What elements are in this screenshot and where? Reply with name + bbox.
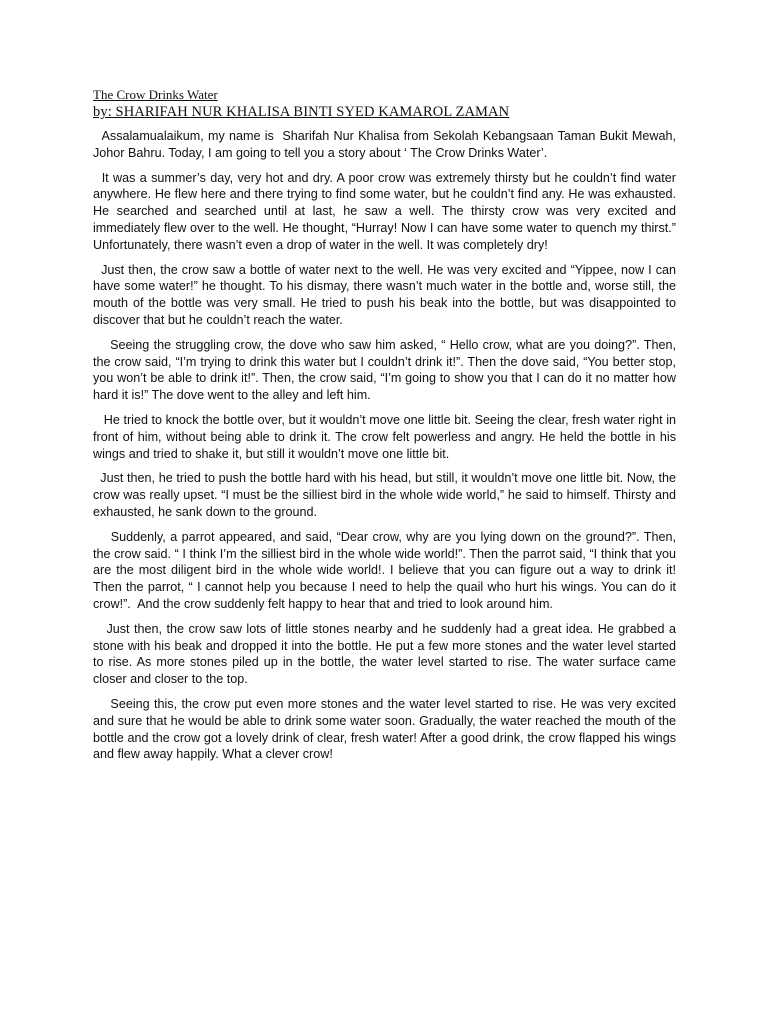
paragraph-2: It was a summer’s day, very hot and dry. A poor crow was extremely thirsty but he couldn’t find water anywhere. He flew here and there trying to find some water, but he couldn’t find any. He was exhausted. He searched and searched until at last, he saw a well. The thirsty crow was very excited and immediately flew over to the well. He thought, “Hurray! Now I can have some water to quench my thirst.” Unfortunately, there wasn’t even a drop of water in the well. It was completely dry! — [93, 170, 680, 252]
paragraph-6: Just then, he tried to push the bottle hard with his head, but still, it wouldn’t move one little bit. Now, the crow was really upset. “I must be the silliest bird in the whole wide world,” he said to himself. Thirsty and exhausted, he sank down to the ground. — [93, 471, 680, 519]
paragraph-3: Just then, the crow saw a bottle of water next to the well. He was very excited and “Yippee, now I can have some water!” he thought. To his dismay, there wasn’t much water in the bottle and, worse still, the mouth of the bottle was very small. He tried to push his beak into the bottle, but was disappointed to discover that but he couldn’t reach the water. — [93, 262, 680, 327]
author-byline: by: SHARIFAH NUR KHALISA BINTI SYED KAMAROL ZAMAN — [93, 104, 510, 120]
document-page — [93, 86, 680, 771]
paragraph-8: Just then, the crow saw lots of little stones nearby and he suddenly had a great idea. He grabbed a stone with his beak and dropped it into the bottle. He put a few more stones and the water level started to rise. As more stones piled up in the bottle, the water level started to rise. The water surface came closer and closer to the top. — [93, 621, 680, 687]
paragraph-7: Suddenly, a parrot appeared, and said, “Dear crow, why are you lying down on the ground?”. Then, the crow said. “ I think I’m the silliest bird in the whole wide world!”. Then the parrot said, “I think that you are the most diligent bird in the whole wide world!. I believe that you can figure out a way to drink it! Then the parrot, “ I cannot help you because I need to help the quail who hurt his wings. You can do it crow!”. And the crow suddenly felt happy to hear that and tried to look around him. — [93, 529, 680, 611]
paragraph-4: Seeing the struggling crow, the dove who saw him asked, “ Hello crow, what are you doing?”. Then, the crow said, “I’m trying to drink this water but I couldn’t drink it!”. Then the dove said, “You better stop, you won’t be able to drink it!”. Then, the crow said, “I’m going to show you that I can do it no matter how hard it is!” The dove went to the alley and left him. — [93, 337, 680, 403]
paragraph-9: Seeing this, the crow put even more stones and the water level started to rise. He was very excited and sure that he would be able to drink some water soon. Gradually, the water reached the mouth of the bottle and the crow got a lovely drink of clear, fresh water! After a good drink, the crow flapped his wings and flew away happily. What a clever crow! — [93, 696, 680, 762]
document-title: The Crow Drinks Water — [93, 87, 218, 102]
paragraph-5: He tried to knock the bottle over, but it wouldn’t move one little bit. Seeing the clear, fresh water right in front of him, without being able to drink it. The crow felt powerless and angry. He held the bottle in his wings and tried to shake it, but still it wouldn’t move one little bit. — [93, 412, 680, 461]
paragraph-1: Assalamualaikum, my name is Sharifah Nur Khalisa from Sekolah Kebangsaan Taman Bukit Mewah, Johor Bahru. Today, I am going to tell you a story about ‘ The Crow Drinks Water’. — [93, 129, 680, 160]
